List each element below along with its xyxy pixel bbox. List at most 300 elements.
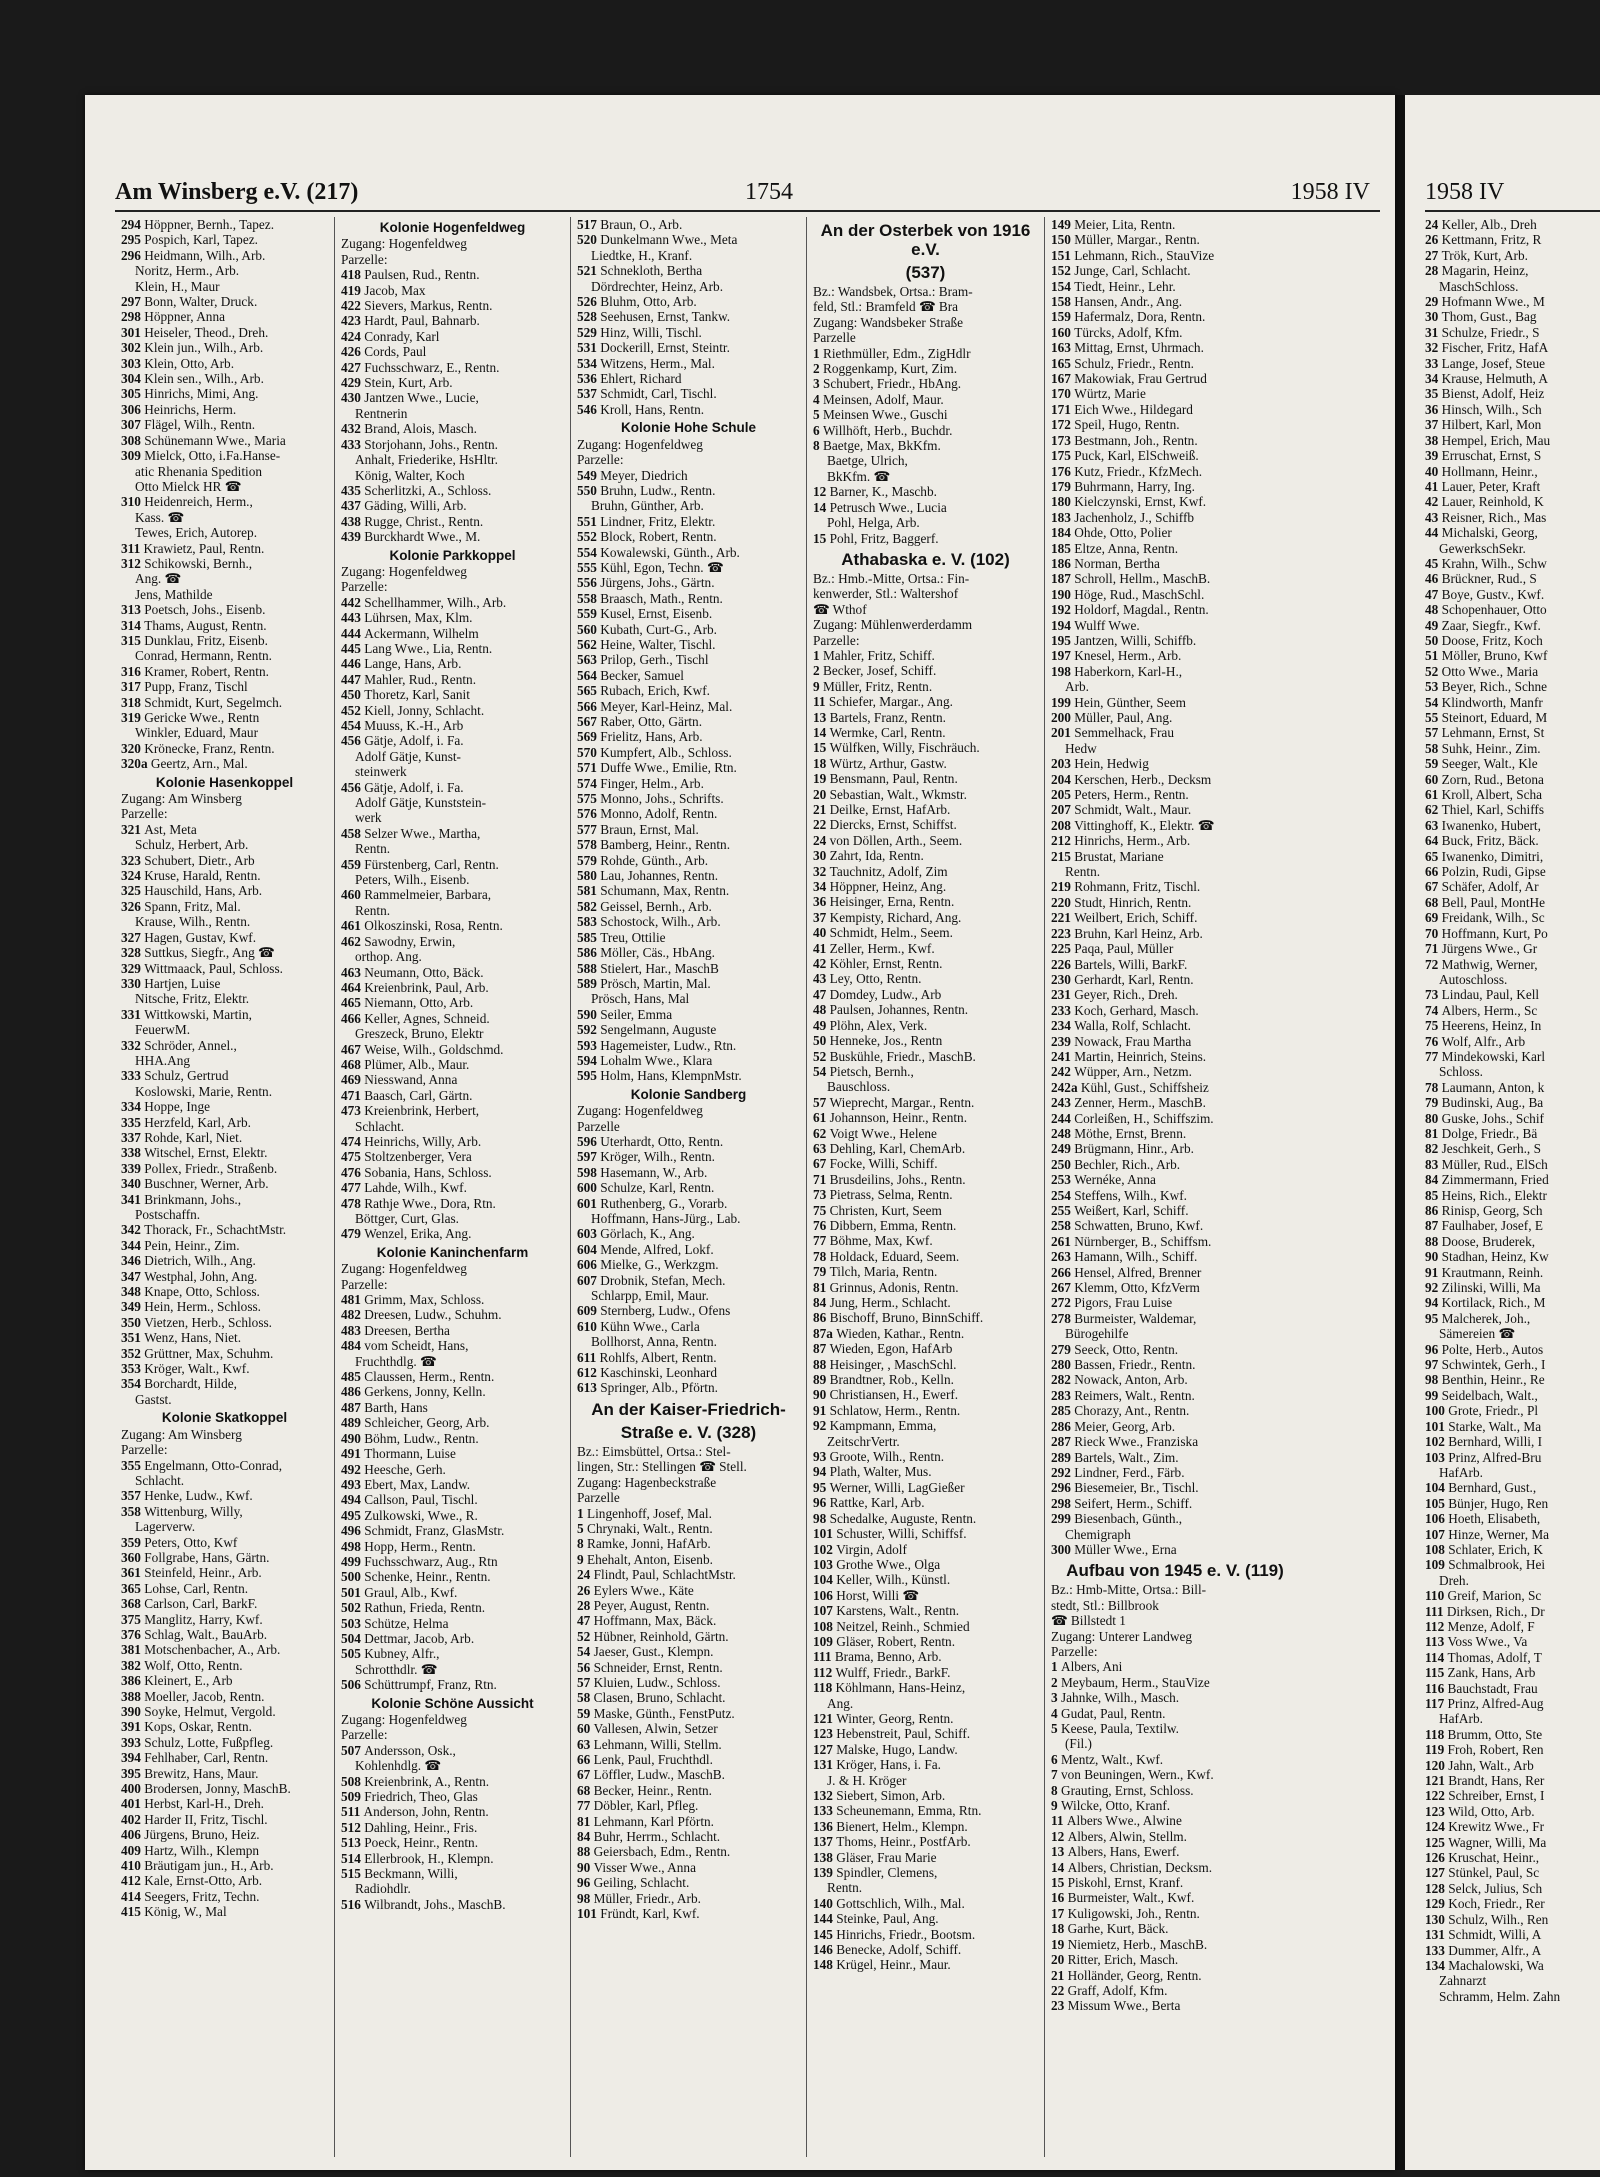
directory-entry — [577, 637, 800, 652]
resident-name: Mielke, G., Werkzgm. — [600, 1257, 719, 1273]
plot-number: 307 — [121, 417, 145, 433]
directory-entry — [813, 1341, 1038, 1356]
resident-name: Wieden, Kathar., Rentn. — [836, 1325, 965, 1341]
directory-entry — [121, 525, 328, 540]
resident-name: Schostock, Wilh., Arb. — [600, 914, 721, 930]
resident-name: Bartels, Willi, BarkF. — [1074, 956, 1188, 972]
directory-entry — [1425, 479, 1600, 494]
resident-name: Willhöft, Herb., Buchdr. — [822, 422, 953, 438]
resident-name: Gudat, Paul, Rentn. — [1060, 1705, 1166, 1721]
plot-number: 32 — [813, 863, 830, 879]
directory-entry — [1051, 1736, 1299, 1751]
directory-entry — [1051, 448, 1299, 463]
directory-entry — [813, 1788, 1038, 1803]
directory-entry — [341, 887, 564, 902]
resident-name: Holdack, Eduard, Seem. — [829, 1248, 960, 1264]
resident-name: Hein, Herm., Schloss. — [144, 1299, 261, 1315]
resident-name: BkKfm. ☎ — [827, 468, 891, 484]
section-info: Parzelle: — [813, 632, 860, 648]
directory-entry — [577, 279, 800, 294]
directory-entry — [1051, 1450, 1299, 1465]
directory-entry — [341, 1804, 564, 1819]
plot-number: 507 — [341, 1742, 365, 1758]
resident-name: Chrynaki, Walt., Rentn. — [586, 1520, 713, 1536]
plot-number: 607 — [577, 1272, 601, 1288]
resident-name: Wenzel, Erika, Ang. — [364, 1226, 472, 1242]
plot-number: 555 — [577, 559, 601, 575]
plot-number: 498 — [341, 1538, 365, 1554]
resident-name: Radiohdlr. — [355, 1881, 411, 1897]
directory-entry — [1051, 1434, 1299, 1449]
directory-entry — [813, 1218, 1038, 1233]
plot-number: 126 — [1425, 1850, 1449, 1866]
directory-entry — [121, 710, 328, 725]
resident-name: Sebastian, Walt., Wkmstr. — [829, 786, 967, 802]
directory-entry — [1051, 279, 1299, 294]
directory-entry — [1425, 371, 1600, 386]
directory-entry — [813, 971, 1038, 986]
directory-entry — [813, 864, 1038, 879]
directory-entry — [341, 1774, 564, 1789]
directory-entry — [1425, 1326, 1600, 1341]
resident-name: Grimm, Max, Schloss. — [364, 1292, 485, 1308]
resident-name: Schlacht. — [355, 1118, 405, 1134]
directory-entry — [121, 479, 328, 494]
directory-entry — [1425, 1311, 1600, 1326]
directory-entry — [341, 934, 564, 949]
section-info: Zugang: Am Winsberg — [121, 1426, 242, 1442]
directory-entry — [813, 1172, 1038, 1187]
directory-entry — [813, 1449, 1038, 1464]
directory-entry — [1051, 1983, 1299, 1998]
plot-number: 304 — [121, 371, 145, 387]
section-info: Zugang: Hogenfeldweg — [341, 563, 467, 579]
plot-number: 98 — [577, 1890, 594, 1906]
directory-entry — [121, 541, 328, 556]
plot-number: 67 — [813, 1156, 830, 1172]
column-5 — [1045, 217, 1305, 2157]
directory-entry — [1425, 1758, 1600, 1773]
directory-entry — [577, 232, 800, 247]
directory-entry — [1425, 464, 1600, 479]
plot-number: 198 — [1051, 663, 1075, 679]
resident-name: Vietzen, Herb., Schloss. — [144, 1314, 272, 1330]
plot-number: 19 — [1051, 1936, 1068, 1952]
directory-entry — [1051, 1937, 1299, 1952]
directory-entry — [813, 423, 1038, 438]
resident-name: Schnekloth, Bertha — [600, 263, 703, 279]
plot-number: 67 — [577, 1767, 594, 1783]
directory-entry — [341, 718, 564, 733]
resident-name: Jürgens, Bruno, Heiz. — [144, 1827, 260, 1843]
directory-entry — [577, 325, 800, 340]
resident-name: Witzens, Herm., Mal. — [600, 355, 715, 371]
directory-entry — [1051, 1172, 1299, 1187]
directory-entry — [577, 386, 800, 401]
directory-entry — [1425, 386, 1600, 401]
plot-number: 200 — [1051, 710, 1075, 725]
directory-entry — [813, 1911, 1038, 1926]
directory-entry — [1425, 1172, 1600, 1187]
resident-name: Lagerverw. — [135, 1519, 196, 1535]
directory-entry — [813, 392, 1038, 407]
plot-number: 37 — [1425, 417, 1442, 433]
directory-entry — [813, 1203, 1038, 1218]
plot-number: 565 — [577, 683, 601, 699]
resident-name: Schütze, Helma — [364, 1615, 449, 1631]
directory-entry — [341, 1338, 564, 1353]
resident-name: Burmeister, Walt., Kwf. — [1067, 1890, 1195, 1906]
section-info: Parzelle: — [577, 452, 624, 468]
plot-number: 342 — [121, 1222, 145, 1238]
resident-name: Ley, Otto, Rentn. — [829, 971, 922, 987]
resident-name: Wilcke, Otto, Kranf. — [1060, 1798, 1171, 1814]
directory-entry — [577, 1552, 800, 1567]
directory-entry — [813, 1726, 1038, 1741]
resident-name: Pospich, Karl, Tapez. — [144, 232, 258, 248]
directory-entry — [813, 1310, 1038, 1325]
plot-number: 64 — [1425, 833, 1442, 849]
section-info: Parzelle — [813, 330, 856, 346]
plot-number: 410 — [121, 1858, 145, 1874]
resident-name: Klein, Otto, Arb. — [144, 355, 235, 371]
resident-name: Conrad, Hermann, Rentn. — [135, 648, 273, 664]
resident-name: Meinsen, Adolf, Maur. — [822, 391, 944, 407]
plot-number: 190 — [1051, 586, 1075, 602]
section-info: Parzelle: — [341, 251, 388, 267]
resident-name: Prösch, Hans, Mal — [591, 991, 690, 1007]
resident-name: Lohalm Wwe., Klara — [600, 1052, 713, 1068]
directory-entry — [1051, 941, 1299, 956]
plot-number: 466 — [341, 1010, 365, 1026]
plot-number: 76 — [1425, 1033, 1442, 1049]
directory-entry — [577, 1334, 800, 1349]
resident-name: Keese, Paula, Textilw. — [1060, 1721, 1179, 1736]
directory-entry — [577, 309, 800, 324]
directory-entry — [121, 1781, 328, 1796]
plot-number: 279 — [1051, 1341, 1075, 1357]
directory-entry — [121, 279, 328, 294]
resident-name: Drobnik, Stefan, Mech. — [600, 1272, 726, 1288]
resident-name: Heisinger, Erna, Rentn. — [829, 894, 955, 910]
right-page-header — [1425, 170, 1600, 212]
directory-entry — [577, 1629, 800, 1644]
resident-name: Krügel, Heinr., Maur. — [836, 1957, 951, 1973]
plot-number: 312 — [121, 555, 145, 571]
plot-number: 24 — [577, 1567, 594, 1583]
plot-number: 3 — [1051, 1690, 1061, 1706]
directory-entry — [1425, 1003, 1600, 1018]
plot-number: 511 — [341, 1804, 364, 1820]
directory-entry — [1425, 556, 1600, 571]
resident-name: Schubert, Friedr., HbAng. — [822, 376, 962, 392]
plot-number: 337 — [121, 1129, 145, 1145]
plot-number: 61 — [1425, 787, 1442, 803]
plot-number: 458 — [341, 825, 365, 841]
plot-number: 129 — [1425, 1896, 1449, 1912]
resident-name: Brumm, Otto, Ste — [1447, 1726, 1543, 1742]
plot-number: 267 — [1051, 1280, 1075, 1296]
resident-name: Paqa, Paul, Müller — [1074, 941, 1174, 957]
directory-entry — [341, 810, 564, 825]
resident-name: ZeitschrVertr. — [827, 1433, 900, 1449]
resident-name: Kiell, Jonny, Schlacht. — [364, 702, 485, 718]
plot-number: 592 — [577, 1022, 601, 1038]
resident-name: Keller, Wilh., Künstl. — [836, 1572, 951, 1588]
resident-name: Hinsch, Wilh., Sch — [1441, 401, 1542, 417]
resident-name: Postschaffn. — [135, 1207, 201, 1222]
directory-entry — [341, 437, 564, 452]
plot-number: 121 — [813, 1710, 837, 1726]
resident-name: Kröger, Wilh., Rentn. — [600, 1149, 715, 1165]
plot-number: 86 — [1425, 1203, 1442, 1218]
directory-entry — [577, 1875, 800, 1890]
plot-number: 330 — [121, 975, 145, 991]
plot-number: 173 — [1051, 432, 1075, 448]
directory-entry — [813, 1480, 1038, 1495]
directory-entry — [577, 1134, 800, 1149]
directory-entry — [1051, 1860, 1299, 1875]
directory-entry — [121, 556, 328, 571]
directory-entry — [121, 664, 328, 679]
directory-entry — [121, 1704, 328, 1719]
resident-name: Stünkel, Paul, Sc — [1448, 1865, 1540, 1881]
directory-entry — [577, 1783, 800, 1798]
directory-entry — [1051, 417, 1299, 432]
directory-entry — [577, 622, 800, 637]
resident-name: Grinnus, Adonis, Rentn. — [829, 1279, 959, 1295]
directory-entry — [813, 469, 1038, 484]
resident-name: Pietrass, Selma, Rentn. — [829, 1187, 953, 1203]
resident-name: Lange, Josef, Steue — [1441, 355, 1546, 371]
section-info: Parzelle: — [121, 806, 168, 822]
column-1 — [115, 217, 335, 2157]
resident-name: Wulff Wwe. — [1074, 617, 1140, 633]
directory-entry — [341, 1677, 564, 1692]
resident-name: Zaar, Siegfr., Kwf. — [1441, 617, 1541, 633]
directory-entry — [121, 991, 328, 1006]
resident-name: Bauschloss. — [827, 1079, 891, 1095]
resident-name: Otto Wwe., Maria — [1441, 663, 1539, 679]
directory-entry — [121, 1376, 328, 1391]
directory-entry — [577, 1068, 800, 1083]
directory-entry — [121, 1612, 328, 1627]
resident-name: Storjohann, Johs., Rentn. — [364, 436, 498, 452]
directory-entry — [813, 1742, 1038, 1757]
resident-name: Peyer, August, Rentn. — [593, 1597, 710, 1613]
resident-name: Piskohl, Ernst, Kranf. — [1067, 1875, 1184, 1891]
directory-entry — [813, 1110, 1038, 1125]
plot-number: 443 — [341, 610, 365, 626]
plot-number: 133 — [813, 1803, 837, 1819]
plot-number: 170 — [1051, 386, 1075, 402]
directory-entry — [1051, 1326, 1299, 1341]
resident-name: Vittinghoff, K., Elektr. ☎ — [1074, 817, 1215, 833]
resident-name: Zenner, Herm., MaschB. — [1074, 1095, 1206, 1111]
plot-number: 391 — [121, 1719, 145, 1735]
directory-entry — [577, 1906, 800, 1921]
plot-number: 83 — [1425, 1156, 1442, 1172]
resident-name: Ast, Meta — [144, 821, 197, 837]
resident-name: Graff, Adolf, Kfm. — [1067, 1982, 1168, 1998]
resident-name: Benthin, Heinr., Re — [1441, 1372, 1545, 1388]
plot-number: 512 — [341, 1819, 365, 1835]
plot-number: 496 — [341, 1523, 365, 1539]
plot-number: 72 — [1425, 956, 1442, 972]
directory-entry — [577, 991, 800, 1006]
resident-name: Jahn, Walt., Arb — [1448, 1757, 1534, 1773]
resident-name: Kluien, Ludw., Schloss. — [593, 1674, 721, 1690]
directory-entry — [1051, 479, 1299, 494]
directory-entry — [341, 1820, 564, 1835]
resident-name: Schedalke, Auguste, Rentn. — [829, 1510, 977, 1526]
plot-number: 503 — [341, 1615, 365, 1631]
directory-entry — [1425, 1265, 1600, 1280]
directory-entry — [577, 1196, 800, 1211]
resident-name: Wolf, Otto, Rentn. — [144, 1657, 243, 1673]
resident-name: Brandtner, Rob., Kelln. — [829, 1372, 954, 1388]
directory-entry — [341, 498, 564, 513]
directory-entry — [1425, 1557, 1600, 1572]
resident-name: Lenk, Paul, Fruchthdl. — [593, 1752, 713, 1767]
resident-name: Spindler, Clemens, — [836, 1865, 938, 1881]
resident-name: Meier, Lita, Rentn. — [1074, 217, 1176, 232]
resident-name: Ritter, Erich, Masch. — [1067, 1952, 1179, 1968]
resident-name: Erruschat, Ernst, S — [1441, 448, 1542, 464]
plot-number: 564 — [577, 667, 601, 683]
plot-number: 81 — [577, 1813, 594, 1829]
plot-number: 231 — [1051, 987, 1075, 1003]
resident-name: Gläser, Robert, Rentn. — [836, 1633, 956, 1649]
plot-number: 122 — [1425, 1788, 1449, 1804]
plot-number: 22 — [813, 817, 830, 833]
plot-number: 152 — [1051, 263, 1075, 279]
resident-name: Vallesen, Alwin, Setzer — [593, 1721, 718, 1737]
resident-name: Höge, Rud., MaschSchl. — [1074, 586, 1205, 602]
resident-name: Seifert, Herm., Schiff. — [1074, 1495, 1193, 1511]
directory-entry — [341, 1662, 564, 1677]
plot-number: 32 — [1425, 340, 1442, 356]
directory-entry — [577, 1598, 800, 1613]
resident-name: Lauer, Peter, Kraft — [1441, 478, 1541, 494]
resident-name: Braun, O., Arb. — [600, 217, 683, 232]
directory-entry — [121, 633, 328, 648]
directory-entry — [813, 361, 1038, 376]
plot-number: 123 — [1425, 1803, 1449, 1819]
resident-name: Uterhardt, Otto, Rentn. — [600, 1133, 724, 1149]
section-info: Bz.: Hmb-Mitte, Ortsa.: Bill- — [1051, 1582, 1207, 1598]
plot-number: 294 — [121, 217, 145, 232]
directory-entry — [1425, 1788, 1600, 1803]
resident-name: Seehusen, Ernst, Tankw. — [600, 309, 731, 325]
directory-entry — [1425, 232, 1600, 247]
directory-entry — [341, 1384, 564, 1399]
resident-name: Bernhard, Willi, I — [1448, 1434, 1543, 1450]
resident-name: Grüttner, Max, Schuhm. — [144, 1345, 274, 1361]
resident-name: Zorn, Rud., Betona — [1441, 771, 1544, 787]
resident-name: Grothe Wwe., Olga — [836, 1556, 941, 1572]
plot-number: 77 — [577, 1798, 594, 1814]
resident-name: Pollex, Friedr., Straßenb. — [144, 1160, 278, 1176]
directory-entry — [1051, 510, 1299, 525]
directory-entry — [1051, 464, 1299, 479]
plot-number: 75 — [1425, 1018, 1442, 1034]
directory-entry — [577, 248, 800, 263]
directory-entry — [1425, 926, 1600, 941]
directory-entry — [121, 217, 328, 232]
plot-number: 57 — [577, 1674, 594, 1690]
directory-entry — [813, 1865, 1038, 1880]
directory-entry — [813, 1233, 1038, 1248]
directory-entry — [1425, 756, 1600, 771]
association-heading: Straße e. V. (328) — [620, 1422, 757, 1442]
resident-name: Dreesen, Bertha — [364, 1322, 450, 1338]
directory-entry — [1051, 1890, 1299, 1905]
resident-name: Henke, Ludw., Kwf. — [144, 1488, 253, 1504]
plot-number: 70 — [1425, 925, 1442, 941]
directory-entry — [341, 949, 564, 964]
resident-name: Gastst. — [135, 1391, 172, 1407]
directory-entry — [121, 1904, 328, 1919]
resident-name: Bestmann, Joh., Rentn. — [1074, 432, 1198, 448]
resident-name: Hopp, Herm., Rentn. — [364, 1538, 476, 1554]
plot-number: 21 — [1051, 1967, 1068, 1983]
directory-entry — [341, 995, 564, 1010]
directory-entry — [121, 883, 328, 898]
resident-name: Soyke, Helmut, Vergold. — [144, 1704, 276, 1719]
plot-number: 128 — [1425, 1880, 1449, 1896]
resident-name: Kass. ☎ — [135, 509, 185, 525]
plot-number: 105 — [1425, 1495, 1449, 1511]
header-year-volume: 1958 IV — [1290, 179, 1370, 205]
directory-entry — [813, 1696, 1038, 1711]
plot-number: 133 — [1425, 1942, 1449, 1958]
directory-entry — [813, 679, 1038, 694]
resident-name: Greszeck, Bruno, Elektr — [355, 1026, 484, 1042]
directory-entry — [1425, 1835, 1600, 1850]
resident-name: Ellerbrook, H., Klempn. — [364, 1850, 494, 1866]
directory-entry — [813, 894, 1038, 909]
resident-name: Kühl, Gust., Schiffsheiz — [1080, 1079, 1209, 1095]
resident-name: Döbler, Karl, Pfleg. — [593, 1798, 699, 1814]
section-heading: Kolonie Hohe Schule — [620, 420, 756, 436]
directory-entry — [577, 1165, 800, 1180]
plot-number: 418 — [341, 267, 365, 283]
plot-number: 306 — [121, 401, 145, 417]
resident-name: Studt, Hinrich, Rentn. — [1074, 894, 1192, 910]
resident-name: Fehlhaber, Carl, Rentn. — [144, 1750, 269, 1766]
resident-name: Kreienbrink, Paul, Arb. — [364, 979, 489, 995]
resident-name: Doose, Bruderek, — [1441, 1233, 1536, 1249]
plot-number: 226 — [1051, 956, 1075, 972]
directory-entry — [813, 1526, 1038, 1541]
directory-entry — [577, 760, 800, 775]
resident-name: Christen, Kurt, Seem — [829, 1202, 942, 1218]
directory-entry — [341, 872, 564, 887]
directory-entry — [1051, 232, 1299, 247]
resident-name: Niesswand, Anna — [364, 1072, 458, 1088]
resident-name: Brusdeilins, Johs., Rentn. — [829, 1171, 966, 1187]
directory-entry — [1051, 1690, 1299, 1705]
plot-number: 54 — [1425, 694, 1442, 710]
directory-entry — [813, 407, 1038, 422]
resident-name: Wagner, Willi, Ma — [1448, 1834, 1547, 1850]
directory-entry — [121, 1145, 328, 1160]
directory-entry — [577, 1180, 800, 1195]
directory-entry — [1425, 941, 1600, 956]
resident-name: Schüttrumpf, Franz, Rtn. — [364, 1677, 497, 1693]
resident-name: Schneider, Ernst, Rentn. — [593, 1659, 723, 1675]
